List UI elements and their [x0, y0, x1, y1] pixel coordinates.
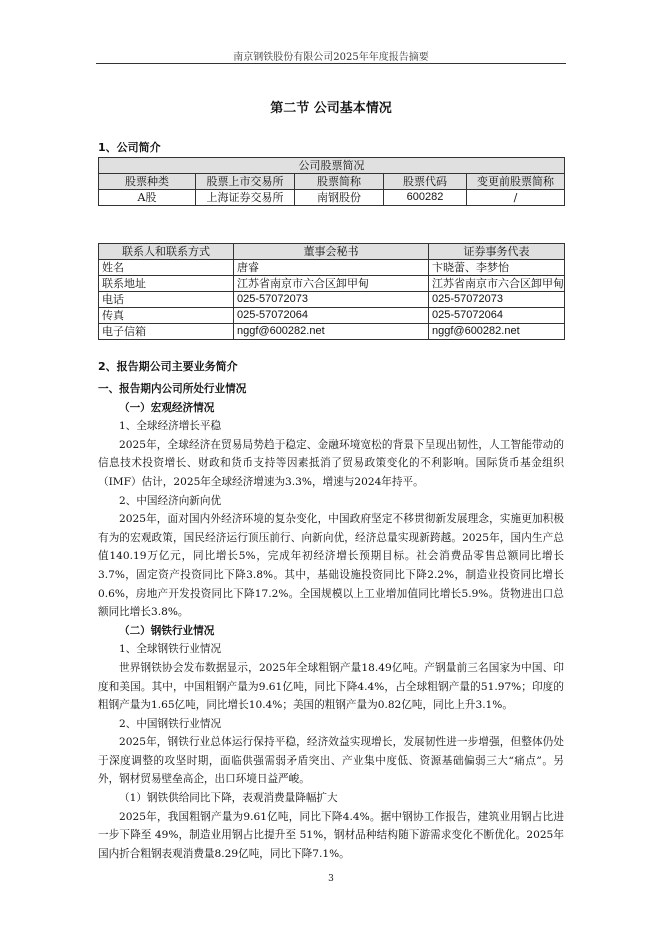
contact-table-header: 董事会秘书: [234, 244, 429, 260]
contact-cell-representative: 江苏省南京市六合区卸甲甸: [429, 276, 565, 292]
china-steel-label: 2、中国钢铁行业情况: [119, 717, 222, 730]
stock-table-header: 股票代码: [384, 174, 467, 190]
stock-table-caption: 公司股票简况: [99, 158, 565, 174]
header-rule: [96, 63, 566, 64]
stock-table-cell: 南钢股份: [295, 190, 384, 206]
stock-table-cell: 600282: [384, 190, 467, 206]
company-intro-heading: 1、公司简介: [98, 141, 161, 154]
contact-cell-secretary: 025-57072073: [234, 292, 429, 308]
stock-table-cell: A股: [99, 190, 196, 206]
global-economy-paragraph: 2025年，全球经济在贸易局势趋于稳定、金融环境宽松的背景下呈现出韧性，人工智能带动的信息技术投资增长、财政和货币支持等因素抵消了贸易政策变化的不利影响。国际货币基金组织（IMF）估计，2025年全球经济增速为3.3%，增速与2024年持平。: [98, 438, 564, 488]
contact-cell-secretary: 025-57072064: [234, 308, 429, 324]
business-heading: 2、报告期公司主要业务简介: [98, 360, 238, 373]
stock-table-header: 股票上市交易所: [196, 174, 295, 190]
contact-cell-representative: 025-57072064: [429, 308, 565, 324]
contact-cell-representative: 025-57072073: [429, 292, 565, 308]
stock-table-header: 股票简称: [295, 174, 384, 190]
steel-supply-label: （1）钢铁供给同比下降，表观消费量降幅扩大: [119, 792, 338, 805]
steel-heading: （二）钢铁行业情况: [119, 624, 215, 637]
contact-table: [98, 243, 565, 340]
china-steel-paragraph: 2025年，钢铁行业总体运行保持平稳，经济效益实现增长，发展韧性进一步增强，但整体仍处于深度调整的攻坚时期，面临供强需弱矛盾突出、产业集中度低、资源基础偏弱三大“痛点”。另外，钢材贸易壁垒高企，出口环境日益严峻。: [98, 736, 564, 786]
business-body: [98, 380, 564, 863]
contact-cell-secretary: 唐睿: [234, 260, 429, 276]
contact-cell-secretary: 江苏省南京市六合区卸甲甸: [234, 276, 429, 292]
stock-table: [98, 157, 565, 206]
contact-cell-representative: nggf@600282.net: [429, 324, 565, 340]
running-header: 南京钢铁股份有限公司2025年年度报告摘要: [233, 52, 429, 63]
china-economy-paragraph: 2025年，面对国内外经济环境的复杂变化，中国政府坚定不移贯彻新发展理念，实施更加积极有为的宏观政策，国民经济运行顶压前行、向新向优，经济总量实现新跨越。2025年，国内生产总值140.19万亿元，同比增长5%，完成年初经济增长预期目标。社会消费品零售总额同比增长3.7%，固定资产投资同比下降3.8%。其中，基础设施投资同比下降2.2%，制造业投资同比增长0.6%，房地产开发投资同比下降17.2%。全国规模以上工业增加值同比增长5.9%。货物进出口总额同比增长3.8%。: [98, 513, 564, 619]
contact-table-header: 联系人和联系方式: [99, 244, 234, 260]
page-number: 3: [328, 874, 334, 884]
contact-row-label: 电话: [99, 292, 234, 308]
stock-table-header: 变更前股票简称: [467, 174, 565, 190]
contact-row-label: 姓名: [99, 260, 234, 276]
steel-supply-paragraph: 2025年，我国粗钢产量为9.61亿吨，同比下降4.4%。据中钢协工作报告，建筑业用钢占比进一步下降至 49%，制造业用钢占比提升至 51%，钢材品种结构随下游需求变化不断优化。2025年国内折合粗钢表观消费量8.29亿吨，同比下降7.1%。: [98, 810, 564, 860]
macro-heading: （一）宏观经济情况: [119, 401, 215, 414]
china-economy-label: 2、中国经济向新向优: [119, 494, 222, 507]
contact-cell-secretary: nggf@600282.net: [234, 324, 429, 340]
contact-table-header: 证券事务代表: [429, 244, 565, 260]
global-steel-label: 1、全球钢铁行业情况: [119, 643, 222, 656]
global-economy-label: 1、全球经济增长平稳: [119, 420, 222, 433]
contact-row-label: 传真: [99, 308, 234, 324]
stock-table-header: 股票种类: [99, 174, 196, 190]
contact-row-label: 联系地址: [99, 276, 234, 292]
section-title: 第二节 公司基本情况: [270, 101, 392, 116]
industry-subheading: 一、报告期内公司所处行业情况: [98, 383, 247, 395]
global-steel-paragraph: 世界钢铁协会发布数据显示，2025年全球粗钢产量18.49亿吨。产钢量前三名国家为中国、印度和美国。其中，中国粗钢产量为9.61亿吨，同比下降4.4%，占全球粗钢产量的51.97%；印度的粗钢产量为1.65亿吨，同比增长10.4%；美国的粗钢产量为0.82亿吨，同比上升3.1%。: [98, 661, 564, 712]
stock-table-cell: 上海证券交易所: [196, 190, 295, 206]
contact-cell-representative: 卞晓蕾、李梦怡: [429, 260, 565, 276]
contact-row-label: 电子信箱: [99, 324, 234, 340]
stock-table-cell: /: [467, 190, 565, 206]
